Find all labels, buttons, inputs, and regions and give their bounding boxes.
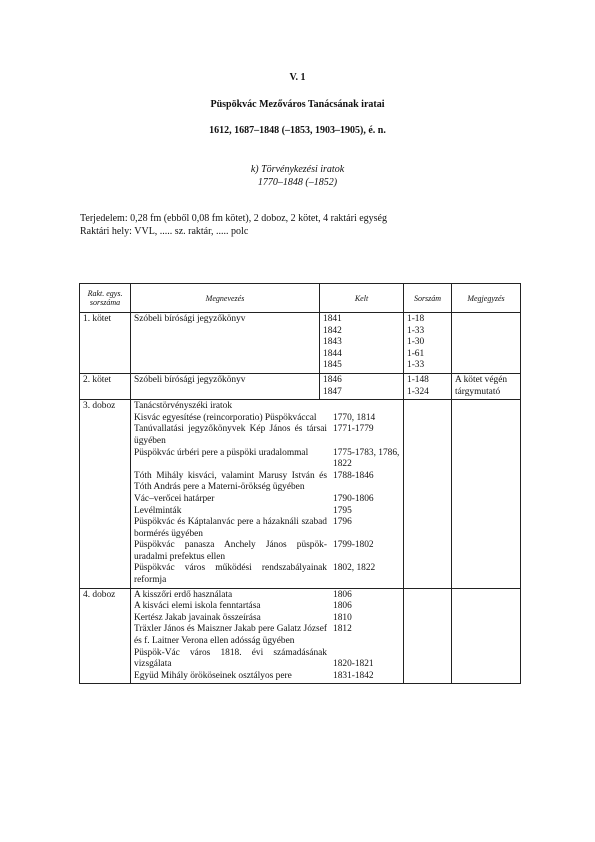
unit-cell: 2. kötet bbox=[80, 373, 131, 399]
col-header-note: Megjegyzés bbox=[452, 284, 521, 313]
name-cell: Szóbeli bírósági jegyzőkönyv bbox=[131, 313, 320, 374]
note-cell bbox=[452, 313, 521, 374]
number-cell bbox=[404, 373, 452, 399]
entry bbox=[134, 540, 400, 563]
col-header-name: Megnevezés bbox=[131, 284, 320, 313]
entry-text: Vác–verőcei határper bbox=[134, 493, 215, 504]
number-value: 1-18 bbox=[407, 314, 425, 324]
section-number: V. 1 bbox=[289, 72, 306, 83]
number-value: 1-324 bbox=[407, 386, 429, 397]
entry-text: Püspökvác úrbéri pere a püspöki uradalommal bbox=[134, 447, 309, 458]
entry-date: 1799-1802 bbox=[333, 540, 374, 551]
entry-text: Kertész Jakab javainak összeírása bbox=[134, 612, 261, 623]
note-cell bbox=[452, 588, 521, 684]
inventory-table bbox=[79, 283, 521, 684]
entry-text: A kisszőri erdő használata bbox=[134, 589, 233, 600]
table-row bbox=[80, 373, 521, 399]
entry-text: A kisváci elemi iskola fenntartása bbox=[134, 601, 261, 612]
entry bbox=[134, 413, 400, 425]
date-value: 1845 bbox=[323, 360, 342, 371]
entries-cell bbox=[131, 588, 404, 684]
name-cell: Szóbeli bírósági jegyzőkönyv bbox=[131, 373, 320, 399]
date-value: 1842 bbox=[323, 325, 342, 336]
number-cell bbox=[404, 400, 452, 589]
location-line: Raktári hely: VVL, ..... sz. raktár, ..... polc bbox=[80, 226, 249, 237]
fond-dates: 1612, 1687–1848 (–1853, 1903–1905), é. n. bbox=[209, 125, 386, 136]
subseries-dates: 1770–1848 (–1852) bbox=[257, 177, 338, 188]
col-header-unit: Rakt. egys. sorszáma bbox=[80, 284, 131, 313]
entry bbox=[134, 613, 400, 625]
entry-date: 1770, 1814 bbox=[333, 412, 376, 423]
subseries-title: k) Törvénykezési iratok bbox=[250, 164, 345, 175]
number-value: 1-61 bbox=[407, 348, 425, 359]
entry-date: 1802, 1822 bbox=[333, 563, 376, 574]
number-cell bbox=[404, 588, 452, 684]
entry bbox=[134, 624, 400, 647]
date-cell bbox=[320, 373, 404, 399]
entry-date: 1810 bbox=[333, 612, 352, 623]
number-value: 1-33 bbox=[407, 325, 425, 336]
extent-line: Terjedelem: 0,28 fm (ebből 0,08 fm kötet), 2 doboz, 2 kötet, 4 raktári egység bbox=[80, 213, 387, 224]
entry bbox=[134, 563, 400, 586]
table-row bbox=[80, 588, 521, 684]
entry-date: 1806 bbox=[333, 601, 352, 612]
number-value: 1-33 bbox=[407, 360, 425, 371]
entry-text: Együd Mihály örököseinek osztályos pere bbox=[134, 670, 292, 681]
entries-cell bbox=[131, 400, 404, 589]
entry-date: 1831-1842 bbox=[333, 670, 374, 681]
entry bbox=[134, 671, 400, 683]
number-cell bbox=[404, 313, 452, 374]
date-value: 1841 bbox=[323, 314, 342, 324]
entry-text: Püspökvác és Káptalanvác pere a házaknáli szabad bormérés ügyében bbox=[134, 517, 327, 539]
entry-text: Tóth Mihály kisváci, valamint Marusy István és Tóth András pere a Materni-örökség ügyében bbox=[134, 470, 327, 493]
date-cell bbox=[320, 313, 404, 374]
fond-title: Püspökvác Mezőváros Tanácsának iratai bbox=[210, 99, 385, 110]
entry bbox=[134, 494, 400, 506]
entry bbox=[134, 448, 400, 471]
entry-text: Tanúvallatási jegyzőkönyvek Kép János és társai ügyében bbox=[134, 424, 327, 446]
entry-text: Träxler János és Maiszner Jakab pere Galatz József és f. Laitner Verona ellen adósság ügyében bbox=[134, 624, 327, 647]
number-value: 1-148 bbox=[407, 374, 429, 385]
col-header-date: Kelt bbox=[320, 284, 404, 313]
entry-text: Püspökvác panasza Anchely János püspök-uradalmi prefektus ellen bbox=[134, 540, 327, 562]
col-header-number: Sorszám bbox=[404, 284, 452, 313]
unit-cell: 3. doboz bbox=[80, 400, 131, 589]
date-value: 1843 bbox=[323, 337, 342, 348]
entry bbox=[134, 648, 400, 671]
number-value: 1-30 bbox=[407, 337, 425, 348]
entry-date: 1796 bbox=[333, 517, 352, 528]
entry-text: Püspök-Vác város 1818. évi számadásának vizsgálata bbox=[134, 647, 327, 670]
note-cell: A kötet végén tárgymutató bbox=[452, 373, 521, 399]
note-cell bbox=[452, 400, 521, 589]
entry-text: Kisvác egyesítése (reincorporatio) Püspökváccal bbox=[134, 412, 317, 423]
entry bbox=[134, 424, 400, 447]
table-row bbox=[80, 313, 521, 374]
series-title: Tanácstörvényszéki iratok bbox=[134, 401, 233, 412]
entry bbox=[134, 506, 400, 518]
date-value: 1846 bbox=[323, 374, 342, 385]
unit-cell: 1. kötet bbox=[80, 313, 131, 374]
entry-date: 1812 bbox=[333, 624, 352, 635]
entry-date: 1788-1846 bbox=[333, 470, 374, 481]
entry bbox=[134, 601, 400, 613]
entry-text: Püspökvác város működési rendszabályainak reformja bbox=[134, 563, 327, 586]
entry-date: 1795 bbox=[333, 505, 352, 516]
entry-date: 1806 bbox=[333, 589, 352, 600]
date-value: 1844 bbox=[323, 348, 342, 359]
table-row bbox=[80, 400, 521, 589]
unit-cell: 4. doboz bbox=[80, 588, 131, 684]
entry-text: Levélminták bbox=[134, 505, 182, 516]
entry bbox=[134, 590, 400, 602]
entry-date: 1790-1806 bbox=[333, 493, 374, 504]
entry-date: 1775-1783, 1786, 1822 bbox=[333, 447, 400, 470]
table-header-row bbox=[80, 284, 521, 313]
entry-date: 1771-1779 bbox=[333, 424, 374, 435]
entry bbox=[134, 517, 400, 540]
date-value: 1847 bbox=[323, 386, 342, 397]
entry bbox=[134, 471, 400, 494]
entry-date: 1820-1821 bbox=[333, 659, 374, 670]
